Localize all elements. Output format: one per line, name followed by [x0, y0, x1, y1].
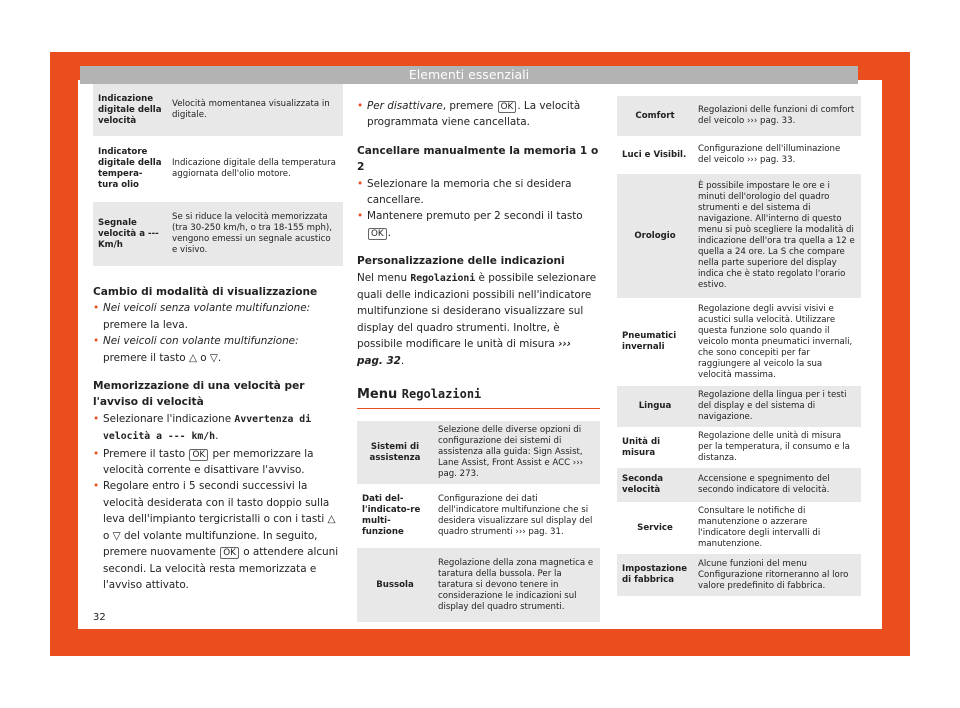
row-key: Pneumatici invernali — [617, 298, 693, 386]
menu-heading — [357, 387, 600, 409]
section-heading: Cancellare manualmente la memoria 1 o 2 — [357, 144, 599, 174]
list-item: • Mantenere premuto per 2 secondi il tasto OK . — [357, 208, 600, 241]
table-row — [617, 96, 861, 136]
row-value: Configurazione dei dati dell'indicatore multifunzione che si desidera visualizzare sul display del quadro strumenti ››› pag. 31. — [433, 484, 600, 548]
row-value: Accensione e spegnimento del secondo indicatore di velocità. — [693, 468, 861, 502]
menu-code: Regolazioni — [410, 272, 476, 284]
row-value: Consultare le notifiche di manutenzione o azzerare l'indicatore degli intervalli di manutenzione. — [693, 502, 861, 554]
row-key: Lingua — [617, 386, 693, 427]
item-text: o attendere alcuni secondi. La velocità resta memorizzata e l'avviso attivato. — [103, 546, 339, 591]
table-row — [617, 468, 861, 502]
table-row — [617, 502, 861, 554]
table-row — [93, 202, 343, 266]
table-row — [617, 136, 861, 174]
item-emphasis: Per disattivare — [367, 100, 443, 112]
table-row — [357, 484, 600, 548]
header-title: Elementi essenziali — [408, 67, 530, 82]
item-text: . La velocità programmata viene cancellata. — [367, 100, 581, 129]
row-value: Selezione delle diverse opzioni di configurazione dei sistemi di assistenza alla guida: Sign Assist, Lane Assist, Front Assist e ACC ››› pag. 273. — [433, 421, 600, 484]
menu-code: Regolazioni — [401, 387, 482, 402]
item-text: premere la leva. — [103, 318, 188, 331]
row-key: Indicazione digitale della velocità — [93, 84, 167, 136]
row-value: Configurazione dell'illuminazione del veicolo ››› pag. 33. — [693, 136, 861, 174]
table-row — [93, 136, 343, 202]
row-value: Regolazioni delle funzioni di comfort del veicolo ››› pag. 33. — [693, 96, 861, 136]
item-text: . — [400, 354, 405, 367]
list-item: • Selezionare la memoria che si desidera cancellare. — [357, 176, 600, 209]
menu-table — [357, 421, 600, 622]
table-row — [617, 386, 861, 427]
list-item — [93, 300, 343, 333]
item-text: , premere — [442, 100, 497, 112]
section-heading: Memorizzazione di una velocità per l'avviso di velocità — [93, 380, 305, 409]
table-row — [93, 84, 343, 136]
ok-key-icon: OK — [220, 547, 239, 559]
page-header — [80, 66, 858, 84]
table-row — [617, 554, 861, 596]
row-value: Regolazione della zona magnetica e taratura della bussola. Per la taratura si devono tenere in considerazione le indicazioni sul display del quadro strumenti. — [433, 548, 600, 622]
list-item — [357, 98, 600, 131]
ok-key-icon: OK — [498, 101, 517, 113]
row-value: Indicazione digitale della temperatura aggiornata dell'olio motore. — [167, 136, 343, 202]
item-text: Premere il tasto — [103, 447, 189, 460]
row-key: Service — [617, 502, 693, 554]
page-reference: ››› pag. 32 — [357, 338, 572, 367]
item-text: è possibile selezionare quali delle indicazioni possibili nell'indicatore multifunzione si desiderano visualizzare sul display del quadro strumenti. Inoltre, è possibile modificare le unità di misura — [357, 271, 597, 351]
row-key: Bussola — [357, 548, 433, 622]
item-emphasis: Nei veicoli con volante multifunzione: — [103, 335, 299, 348]
ok-key-icon: OK — [368, 228, 387, 240]
ok-key-icon: OK — [189, 449, 208, 461]
menu-label: Menu — [357, 387, 402, 403]
menu-code: Avvertenza di velocità a --- km/h — [103, 413, 312, 443]
paragraph — [357, 270, 600, 369]
row-key: Comfort — [617, 96, 693, 136]
row-key: Orologio — [617, 174, 693, 298]
item-text: Selezionare l'indicazione — [103, 412, 235, 425]
list-item — [93, 411, 343, 446]
row-key: Indicatore digitale della tempera-tura olio — [93, 136, 167, 202]
item-text: per memorizzare la velocità corrente e disattivare l'avviso. — [103, 447, 314, 477]
table-row — [617, 174, 861, 298]
left-table — [93, 84, 343, 266]
row-value: È possibile impostare le ore e i minuti dell'orologio del quadro strumenti e del sistema di navigazione. All'interno di questo menu si può scegliere la modalità di indicazione dell'ora tra quella a 12 e quella a 24 ore. La S che compare nella parte superiore del display indica che è stato regolato l'orario estivo. — [693, 174, 861, 298]
list-item — [93, 446, 343, 479]
row-key: Dati del-l'indicato-re multi-funzione — [357, 484, 433, 548]
row-key: Seconda velocità — [617, 468, 693, 502]
table-row — [617, 427, 861, 468]
list-item — [93, 478, 343, 593]
table-row — [617, 298, 861, 386]
item-text: premere il tasto △ o ▽. — [103, 351, 222, 364]
row-value: Regolazione della lingua per i testi del display e del sistema di navigazione. — [693, 386, 861, 427]
row-value: Alcune funzioni del menu Configurazione ritorneranno al loro valore predefinito di fabbrica. — [693, 554, 861, 596]
row-key: Unità di misura — [617, 427, 693, 468]
list-item — [93, 333, 343, 366]
row-key: Impostazione di fabbrica — [617, 554, 693, 596]
table-row — [357, 548, 600, 622]
row-value: Regolazione degli avvisi visivi e acustici sulla velocità. Utilizzare questa funzione solo quando il veicolo monta pneumatici invernali, che sono concepiti per far raggiungere al veicolo la sua velocità massima. — [693, 298, 861, 386]
right-column — [617, 96, 861, 596]
middle-column — [357, 98, 600, 622]
item-text: Regolare entro i 5 secondi successivi la velocità desiderata con il tasto doppio sulla leva dell'impianto tergicristalli o con i tasti △ o ▽ del volante multifunzione. In seguito, premere nuovamente — [103, 480, 336, 559]
table-row — [357, 421, 600, 484]
item-text: Mantenere premuto per 2 secondi il tasto — [367, 210, 583, 223]
menu-table — [617, 96, 861, 596]
section-heading: Cambio di modalità di visualizzazione — [93, 286, 318, 298]
item-emphasis: Nei veicoli senza volante multifunzione: — [103, 302, 311, 315]
item-text: . — [215, 430, 219, 443]
left-column — [93, 84, 343, 593]
page-number: 32 — [93, 612, 106, 623]
row-key: Luci e Visibil. — [617, 136, 693, 174]
row-key: Sistemi di assistenza — [357, 421, 433, 484]
row-key: Segnale velocità a --- Km/h — [93, 202, 167, 266]
row-value: Velocità momentanea visualizzata in digitale. — [167, 84, 343, 136]
item-text: Nel menu — [357, 271, 411, 284]
section-heading: Personalizzazione delle indicazioni — [357, 255, 565, 268]
row-value: Regolazione delle unità di misura per la temperatura, il consumo e la distanza. — [693, 427, 861, 468]
row-value: Se si riduce la velocità memorizzata (tra 30-250 km/h, o tra 18-155 mph), vengono emessi un segnale acustico e visivo. — [167, 202, 343, 266]
